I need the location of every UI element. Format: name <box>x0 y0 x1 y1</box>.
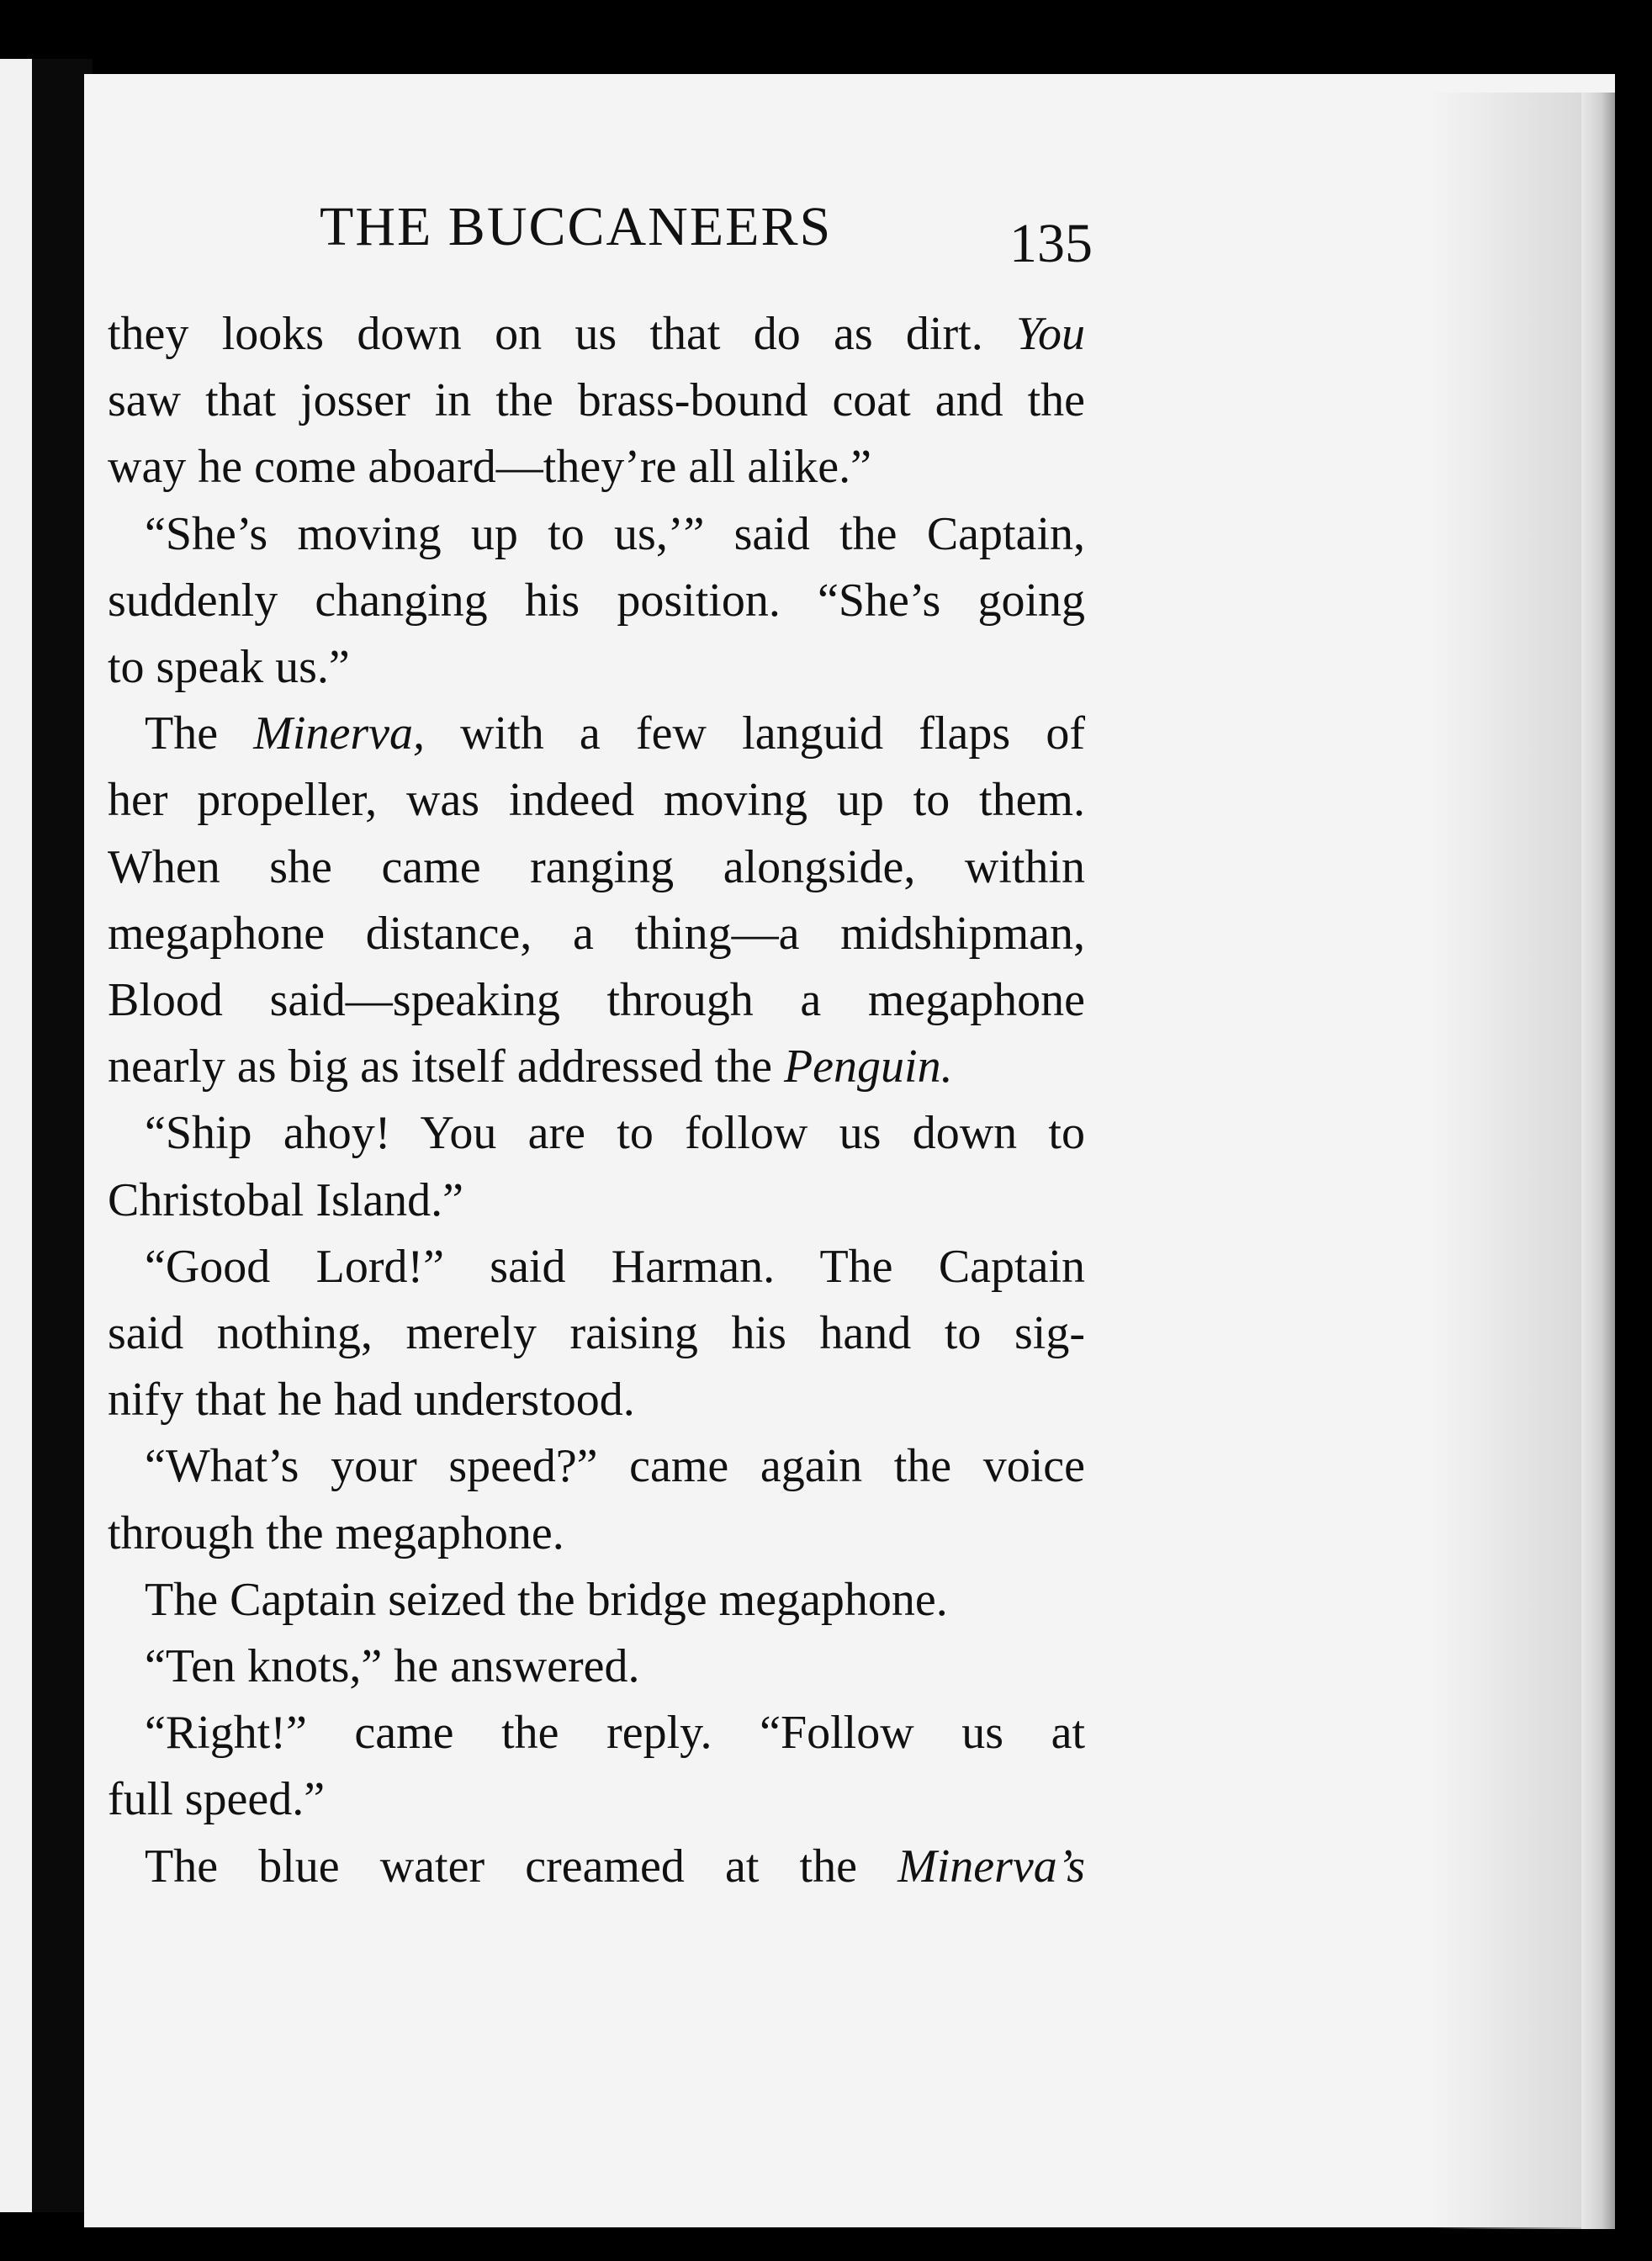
text-line: When she came ranging alongside, within <box>108 840 1085 893</box>
text-line: full speed.” <box>108 1773 326 1826</box>
page-stack-edge <box>1581 93 1615 2229</box>
text-line: to speak us.” <box>108 641 350 694</box>
text-line: The Captain seized the bridge megaphone. <box>145 1573 948 1626</box>
page-number: 135 <box>1009 213 1093 274</box>
text-line: said nothing, merely raising his hand to sig- <box>108 1307 1085 1360</box>
text-line: through the megaphone. <box>108 1506 564 1559</box>
text-line: “Ship ahoy! You are to follow us down to <box>145 1107 1085 1160</box>
text-line: her propeller, was indeed moving up to them. <box>108 774 1085 827</box>
text-line: The blue water creamed at the Minerva’s <box>145 1840 1085 1893</box>
text-line: suddenly changing his position. “She’s going <box>108 574 1085 627</box>
body-text <box>108 301 1085 1900</box>
text-line: The Minerva, with a few languid flaps of <box>145 707 1085 760</box>
text-line: “Right!” came the reply. “Follow us at <box>145 1707 1085 1760</box>
text-line: saw that josser in the brass-bound coat and the <box>108 374 1085 427</box>
text-line: Blood said—speaking through a megaphone <box>108 974 1085 1027</box>
text-line: nify that he had understood. <box>108 1374 635 1427</box>
text-line: Christobal Island.” <box>108 1173 464 1226</box>
text-line: “Ten knots,” he answered. <box>145 1640 640 1693</box>
text-line: megaphone distance, a thing—a midshipman, <box>108 907 1085 960</box>
text-line: they looks down on us that do as dirt. You <box>108 308 1085 360</box>
text-line: “What’s your speed?” came again the voice <box>145 1440 1085 1493</box>
facing-page-edge <box>0 59 32 2212</box>
text-line: way he come aboard—they’re all alike.” <box>108 441 872 494</box>
page-fore-edge-shadow <box>1430 93 1581 2229</box>
text-line: “Good Lord!” said Harman. The Captain <box>145 1240 1085 1293</box>
text-line: “She’s moving up to us,’” said the Captain, <box>145 507 1085 560</box>
text-line: nearly as big as itself addressed the Penguin. <box>108 1040 953 1093</box>
running-head: THE BUCCANEERS <box>320 196 833 257</box>
